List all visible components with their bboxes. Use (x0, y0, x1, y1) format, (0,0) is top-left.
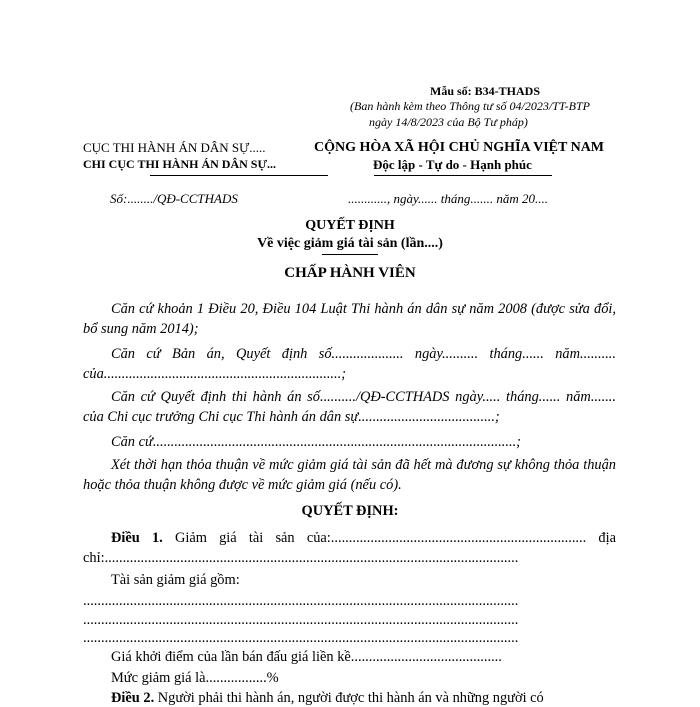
agency-line1: CỤC THI HÀNH ÁN DÂN SỰ..... (83, 140, 266, 155)
agency-underline (150, 175, 328, 176)
nation-line1: CỘNG HÒA XÃ HỘI CHỦ NGHĨA VIỆT NAM (314, 140, 605, 155)
reduce-rate: Mức giảm giá là.................% (111, 670, 279, 686)
subtitle-underline (322, 254, 378, 255)
article-2-text: Người phải thi hành án, người được thi hành án và những người có (154, 690, 544, 706)
assets-label: Tài sản giảm giá gồm: (111, 572, 240, 588)
article-2 (111, 690, 544, 707)
decision-number: Số:......../QĐ-CCTHADS (110, 191, 238, 206)
authority-title: CHẤP HÀNH VIÊN (284, 265, 416, 281)
assets-dots-2: ......................................................................................................................... (83, 612, 519, 628)
article-1-label: Điều 1. (111, 530, 163, 546)
basis-paragraph-4: Căn cứ.....................................................................................................; (111, 434, 521, 450)
decides-heading: QUYẾT ĐỊNH: (301, 503, 399, 519)
article-2-label: Điều 2. (111, 690, 155, 706)
basis-paragraph-2: Căn cứ Bản án, Quyết định số.................... ngày.......... tháng...... năm.......... của..................................................................; (83, 346, 616, 382)
basis-paragraph-3: Căn cứ Quyết định thi hành án số........../QĐ-CCTHADS ngày..... tháng...... năm....... của Chi cục trưởng Chi cục Thi hành án dân sự......................................; (83, 389, 616, 425)
nation-underline (374, 175, 552, 176)
form-code: Mẫu số: B34-THADS (430, 84, 541, 98)
article-1-text: Giảm giá tài sản của:....................................................................... địa chỉ:................................................................................................................... (83, 530, 616, 566)
document-subtitle: Về việc giảm giá tài sản (lần....) (257, 236, 443, 251)
form-issued-line1: (Ban hành kèm theo Thông tư số 04/2023/TT-BTP (350, 99, 590, 113)
start-price: Giá khởi điểm của lần bán đấu giá liền kề.......................................... (111, 649, 502, 665)
document-title: QUYẾT ĐỊNH (305, 218, 395, 233)
assets-dots-1: ......................................................................................................................... (83, 593, 519, 609)
form-issued-line2: ngày 14/8/2023 của Bộ Tư pháp) (369, 115, 528, 129)
basis-paragraph-5: Xét thời hạn thỏa thuận về mức giảm giá tài sản đã hết mà đương sự không thỏa thuận hoặc thỏa thuận không được về mức giảm giá (nếu có). (83, 457, 616, 493)
agency-line2: CHI CỤC THI HÀNH ÁN DÂN SỰ... (83, 157, 277, 171)
nation-line2: Độc lập - Tự do - Hạnh phúc (373, 157, 532, 172)
basis-paragraph-1: Căn cứ khoản 1 Điều 20, Điều 104 Luật Thi hành án dân sự năm 2008 (được sửa đổi, bổ sung năm 2014); (83, 301, 616, 337)
assets-dots-3: ......................................................................................................................... (83, 630, 519, 646)
article-1 (83, 528, 616, 568)
decision-date: ............, ngày...... tháng....... năm 20.... (348, 191, 549, 206)
